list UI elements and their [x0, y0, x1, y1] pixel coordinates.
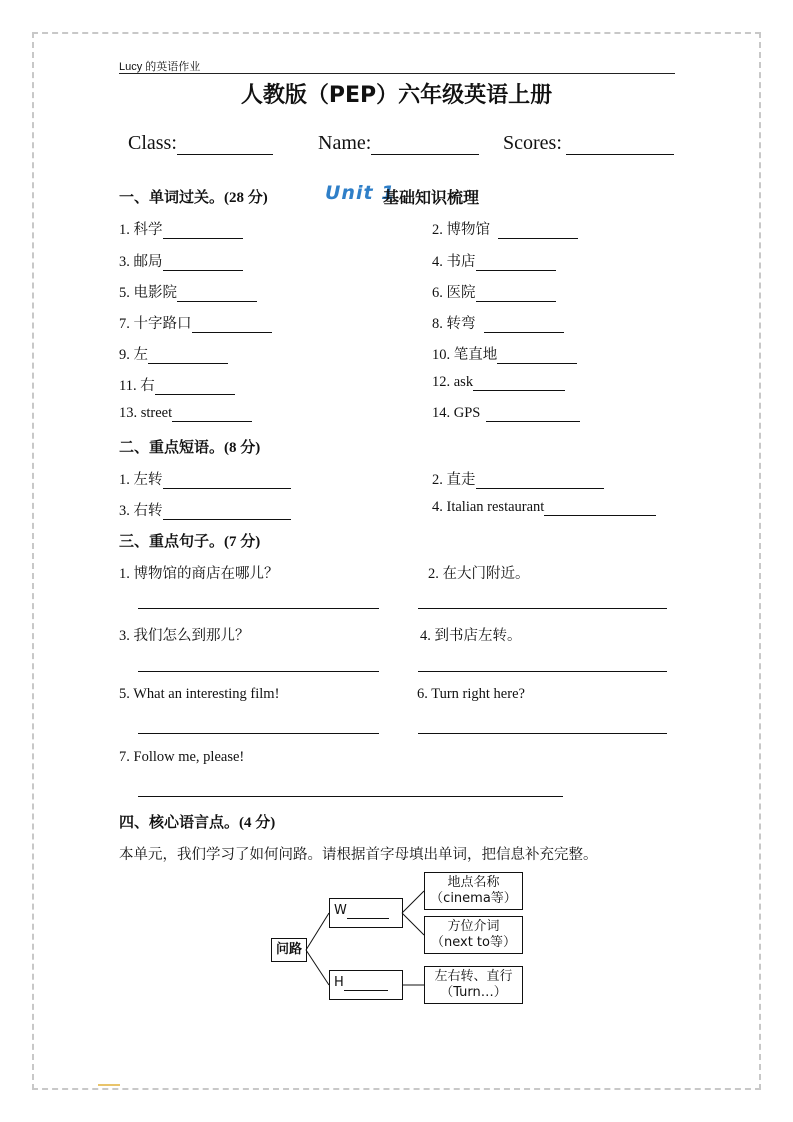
- vocab-item: 14. GPS: [432, 405, 580, 422]
- vocab-item: 8. 转弯: [432, 312, 564, 333]
- answer-blank[interactable]: [148, 349, 228, 364]
- answer-line[interactable]: [418, 733, 667, 734]
- vocab-item: 12. ask: [432, 374, 565, 391]
- vocab-item: 7. 十字路口: [119, 312, 272, 333]
- h-blank[interactable]: [344, 978, 388, 991]
- phrase-item: 1. 左转: [119, 468, 291, 489]
- section2-heading: 二、重点短语。(8 分): [119, 440, 261, 456]
- vocab-item: 3. 邮局: [119, 250, 243, 271]
- answer-blank[interactable]: [476, 256, 556, 271]
- answer-line[interactable]: [138, 608, 379, 609]
- w-blank[interactable]: [347, 906, 389, 919]
- section4-heading: 四、核心语言点。(4 分): [119, 815, 276, 831]
- vocab-item: 11. 右: [119, 374, 235, 395]
- name-label: Name:: [318, 132, 372, 154]
- answer-line[interactable]: [418, 671, 667, 672]
- vocab-item: 5. 电影院: [119, 281, 257, 302]
- h-prefix: H: [334, 975, 344, 990]
- class-blank[interactable]: [177, 134, 273, 155]
- phrase-item: 2. 直走: [432, 468, 604, 489]
- vocab-item: 13. street: [119, 405, 252, 422]
- section4-intro: 本单元，我们学习了如何问路。请根据首字母填出单词，把信息补充完整。: [119, 847, 598, 863]
- section1-heading: 一、单词过关。(28 分): [119, 190, 268, 206]
- answer-blank[interactable]: [163, 505, 291, 520]
- class-field[interactable]: [128, 132, 273, 155]
- diagram-h-node[interactable]: [329, 970, 403, 1000]
- diagram-place-node: 地点名称 （cinema等）: [424, 872, 523, 910]
- answer-blank[interactable]: [155, 380, 235, 395]
- vocab-item: 4. 书店: [432, 250, 556, 271]
- sentence-item: 4. 到书店左转。: [420, 628, 522, 644]
- scores-blank[interactable]: [566, 134, 674, 155]
- answer-blank[interactable]: [476, 474, 604, 489]
- sentence-item: 3. 我们怎么到那儿？: [119, 628, 250, 644]
- vocab-item: 1. 科学: [119, 218, 243, 239]
- phrase-item: 3. 右转: [119, 499, 291, 520]
- page-header: Lucy 的英语作业: [119, 61, 201, 73]
- name-blank[interactable]: [371, 134, 479, 155]
- sentence-item: 5. What an interesting film!: [119, 686, 280, 702]
- vocab-item: 9. 左: [119, 343, 228, 364]
- header-rule: [119, 73, 675, 74]
- sentence-item: 7. Follow me, please!: [119, 749, 245, 765]
- diagram-w-node[interactable]: [329, 898, 403, 928]
- answer-blank[interactable]: [177, 287, 257, 302]
- answer-line[interactable]: [138, 671, 379, 672]
- diagram-prep-node: 方位介词 （next to等）: [424, 916, 523, 954]
- answer-blank[interactable]: [476, 287, 556, 302]
- answer-blank[interactable]: [544, 501, 656, 516]
- bottom-decoration: [98, 1084, 120, 1086]
- scores-label: Scores:: [503, 132, 562, 154]
- diagram-turn-node: 左右转、直行 （Turn…）: [424, 966, 523, 1004]
- sentence-item: 1. 博物馆的商店在哪儿？: [119, 566, 279, 582]
- answer-blank[interactable]: [163, 474, 291, 489]
- vocab-item: 6. 医院: [432, 281, 556, 302]
- answer-blank[interactable]: [486, 407, 580, 422]
- answer-blank[interactable]: [192, 318, 272, 333]
- phrase-item: 4. Italian restaurant: [432, 499, 656, 516]
- w-prefix: W: [334, 903, 347, 918]
- vocab-item: 2. 博物馆: [432, 218, 578, 239]
- sentence-item: 6. Turn right here?: [417, 686, 525, 702]
- answer-line[interactable]: [138, 796, 563, 797]
- answer-blank[interactable]: [498, 224, 578, 239]
- answer-line[interactable]: [418, 608, 667, 609]
- answer-blank[interactable]: [163, 256, 243, 271]
- scores-field[interactable]: [503, 132, 674, 155]
- answer-blank[interactable]: [163, 224, 243, 239]
- vocab-item: 10. 笔直地: [432, 343, 577, 364]
- unit-subtitle: 基础知识梳理: [383, 188, 480, 207]
- page-title: 人教版（PEP）六年级英语上册: [240, 83, 553, 108]
- name-field[interactable]: [318, 132, 479, 155]
- answer-blank[interactable]: [473, 376, 565, 391]
- section3-heading: 三、重点句子。(7 分): [119, 534, 261, 550]
- unit-badge: Unit 1: [325, 182, 396, 204]
- answer-blank[interactable]: [484, 318, 564, 333]
- answer-line[interactable]: [138, 733, 379, 734]
- sentence-item: 2. 在大门附近。: [428, 566, 530, 582]
- answer-blank[interactable]: [172, 407, 252, 422]
- answer-blank[interactable]: [497, 349, 577, 364]
- diagram-root: 问路: [271, 938, 307, 962]
- class-label: Class:: [128, 132, 177, 154]
